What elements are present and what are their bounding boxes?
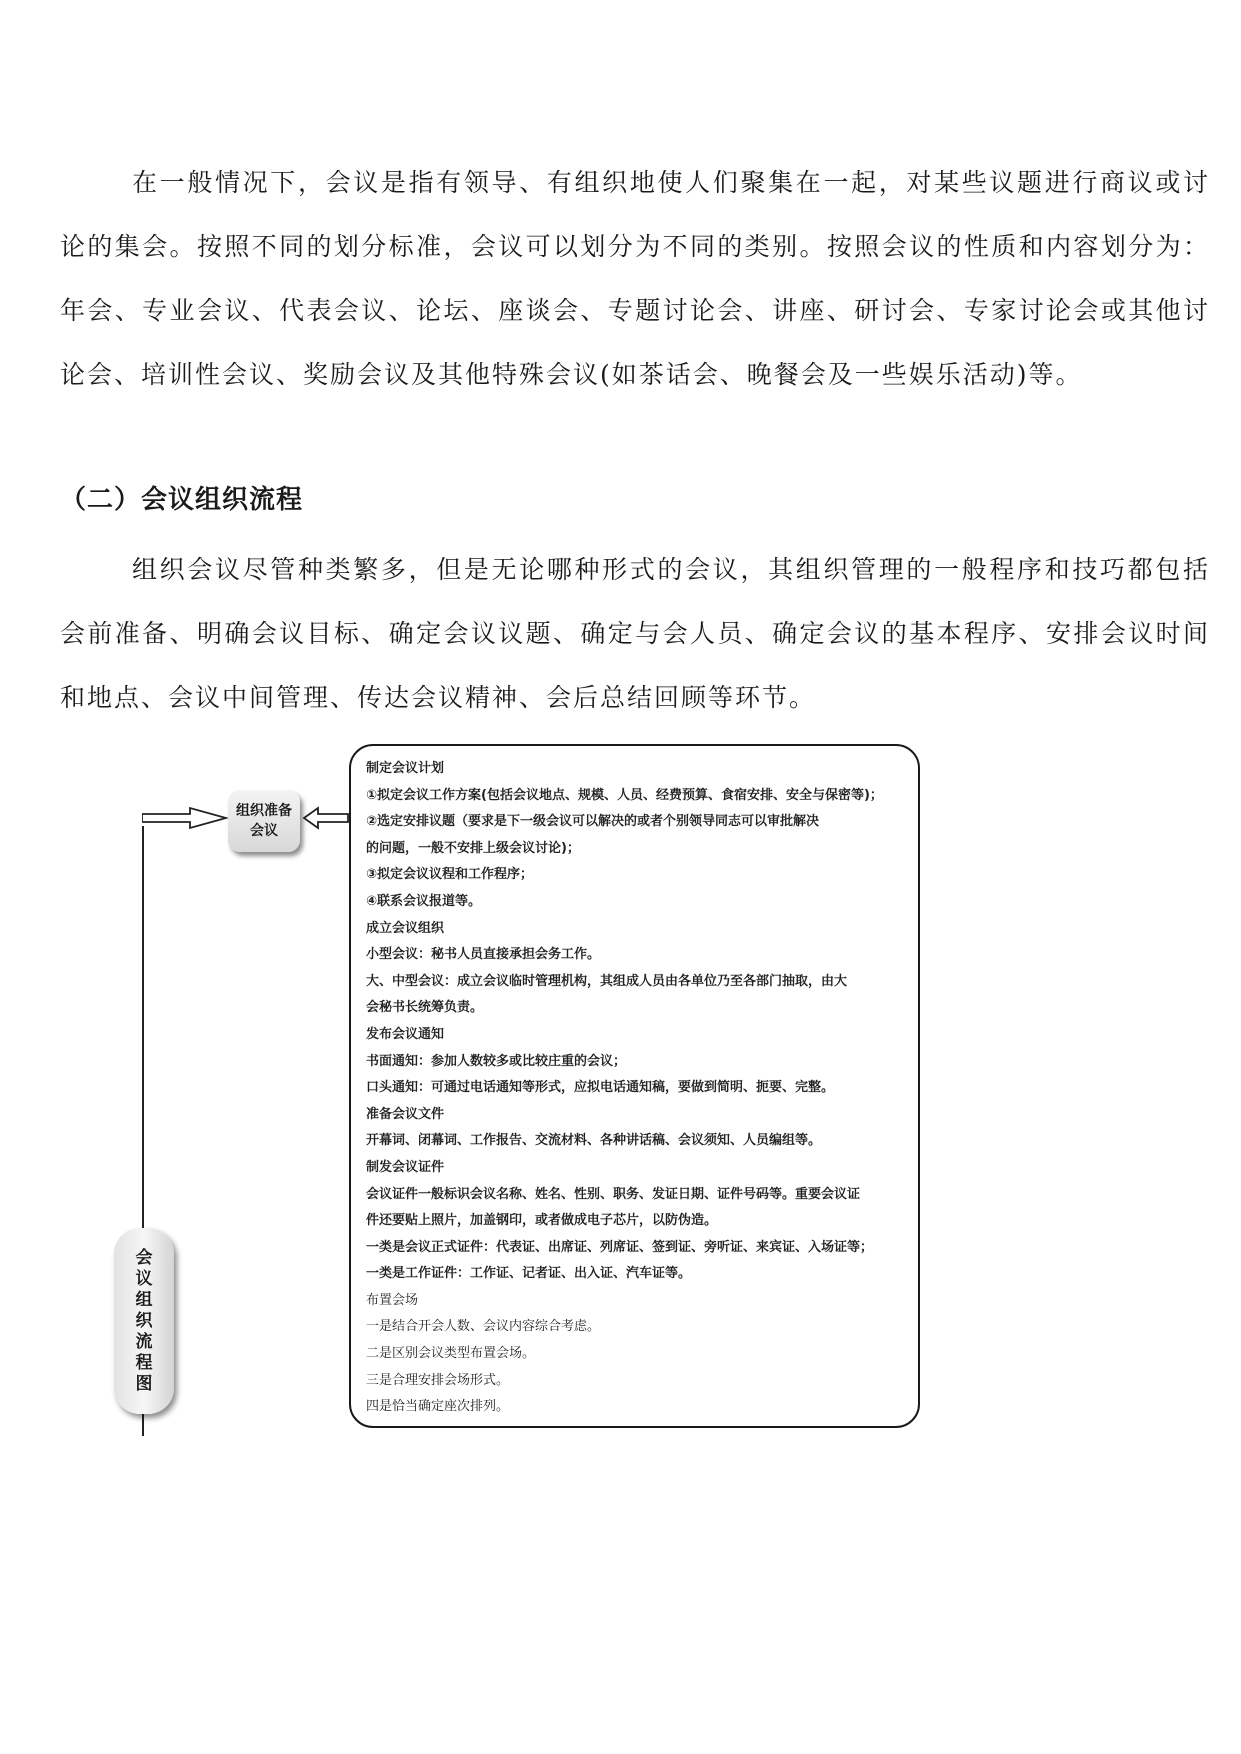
prepare-meeting-node [228, 790, 300, 852]
box-line: 成立会议组织 [366, 920, 445, 936]
box-line: 会秘书长统筹负责。 [366, 1000, 484, 1016]
double-arrow-icon [302, 805, 350, 831]
box-line: 二是区别会议类型布置会场。 [366, 1346, 536, 1362]
box-line: 四是恰当确定座次排列。 [366, 1399, 510, 1415]
intro-paragraph: 在一般情况下，会议是指有领导、有组织地使人们聚集在一起，对某些议题进行商议或讨论的集会。按照不同的划分标准，会议可以划分为不同的类别。按照会议的性质和内容划分为：年会、专业会议、代表会议、论坛、座谈会、专题讨论会、讲座、研讨会、专家讨论会或其他讨论会、培训性会议、奖励会议及其他特殊会议(如茶话会、晚餐会及一些娱乐活动)等。 [60, 168, 1210, 389]
box-line: ③拟定会议议程和工作程序； [366, 867, 534, 883]
box-line: 一类是工作证件：工作证、记者证、出入证、汽车证等。 [366, 1266, 692, 1282]
box-line: 口头通知：可通过电话通知等形式，应拟电话通知稿，要做到简明、扼要、完整。 [366, 1080, 835, 1096]
flow-chart-label: 会议组织流程图 [135, 1247, 153, 1394]
box-line: 三是合理安排会场形式。 [366, 1372, 510, 1388]
arrow-to-prepare-icon [142, 805, 228, 831]
box-line: 布置会场 [366, 1292, 419, 1308]
box-line: 件还要贴上照片，加盖钢印，或者做成电子芯片，以防伪造。 [366, 1213, 718, 1229]
process-paragraph: 组织会议尽管种类繁多，但是无论哪种形式的会议，其组织管理的一般程序和技巧都包括会前准备、明确会议目标、确定会议议题、确定与会人员、确定会议的基本程序、安排会议时间和地点、会议中间管理、传达会议精神、会后总结回顾等环节。 [60, 555, 1210, 712]
flow-chart-node [114, 1228, 174, 1414]
box-line: ②选定安排议题（要求是下一级会议可以解决的或者个别领导同志可以审批解决 [366, 814, 820, 830]
box-line: 一是结合开会人数、会议内容综合考虑。 [366, 1319, 601, 1335]
box-line: 书面通知：参加人数较多或比较庄重的会议； [366, 1053, 627, 1069]
box-line: 一类是会议正式证件：代表证、出席证、列席证、签到证、旁听证、来宾证、入场证等； [366, 1239, 874, 1255]
box-line: 大、中型会议：成立会议临时管理机构，其组成人员由各单位乃至各部门抽取，由大 [366, 973, 848, 989]
meeting-steps-box [349, 744, 920, 1428]
prepare-meeting-label: 组织准备会议 [236, 803, 292, 839]
box-line: 会议证件一般标识会议名称、姓名、性别、职务、发证日期、证件号码等。重要会议证 [366, 1186, 861, 1202]
box-line: 制发会议证件 [366, 1159, 445, 1175]
box-line: 制定会议计划 [366, 761, 445, 776]
box-line: ④联系会议报道等。 [366, 893, 482, 909]
box-line: 准备会议文件 [366, 1106, 445, 1122]
section-heading: （二）会议组织流程 [60, 485, 304, 515]
box-line: 开幕词、闭幕词、工作报告、交流材料、各种讲话稿、会议须知、人员编组等。 [366, 1133, 822, 1149]
box-line: 发布会议通知 [366, 1026, 445, 1042]
box-line: 的问题，一般不安排上级会议讨论)； [366, 840, 580, 856]
box-line: 小型会议：秘书人员直接承担会务工作。 [366, 947, 601, 963]
box-line: ①拟定会议工作方案(包括会议地点、规模、人员、经费预算、食宿安排、安全与保密等)； [366, 787, 883, 803]
